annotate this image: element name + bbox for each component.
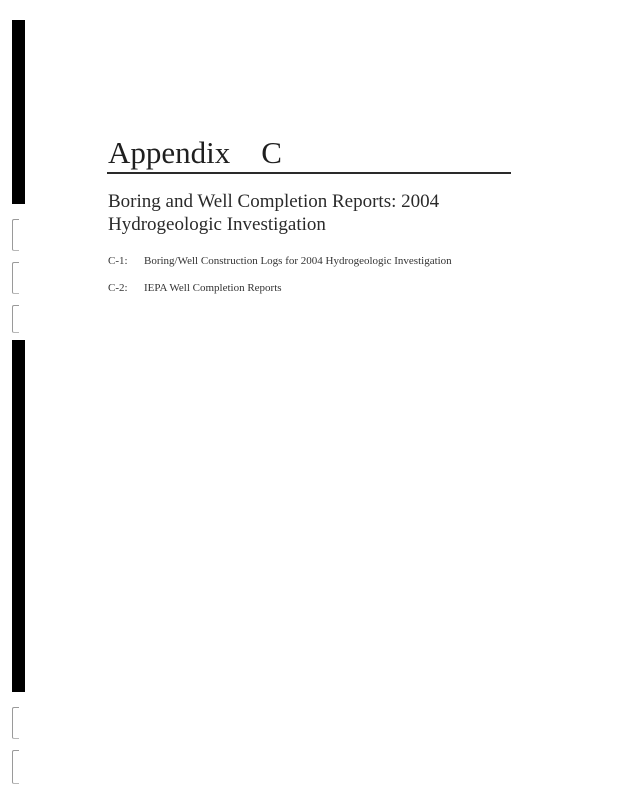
binder-tab-mark [12,262,19,294]
subtitle-line: Hydrogeologic Investigation [108,214,326,235]
subtitle-line: Boring and Well Completion Reports: 2004 [108,191,440,212]
appendix-contents-list [108,253,528,307]
binder-tab-mark [12,219,19,251]
item-text: Boring/Well Construction Logs for 2004 Hydrogeologic Investigation [144,255,452,267]
list-item [108,253,528,269]
binder-tab-mark [12,305,19,333]
binder-tab-mark [12,750,19,784]
title-underline [107,172,511,174]
page-title: Appendix C [108,135,282,170]
binder-edge-bar-top [12,20,25,204]
binder-edge-bar-bottom [12,340,25,692]
binder-tab-mark [12,707,19,739]
item-code: C-1: [108,255,128,267]
item-code: C-2: [108,282,128,294]
page-subtitle [108,190,508,236]
list-item [108,280,528,296]
item-text: IEPA Well Completion Reports [144,282,282,294]
